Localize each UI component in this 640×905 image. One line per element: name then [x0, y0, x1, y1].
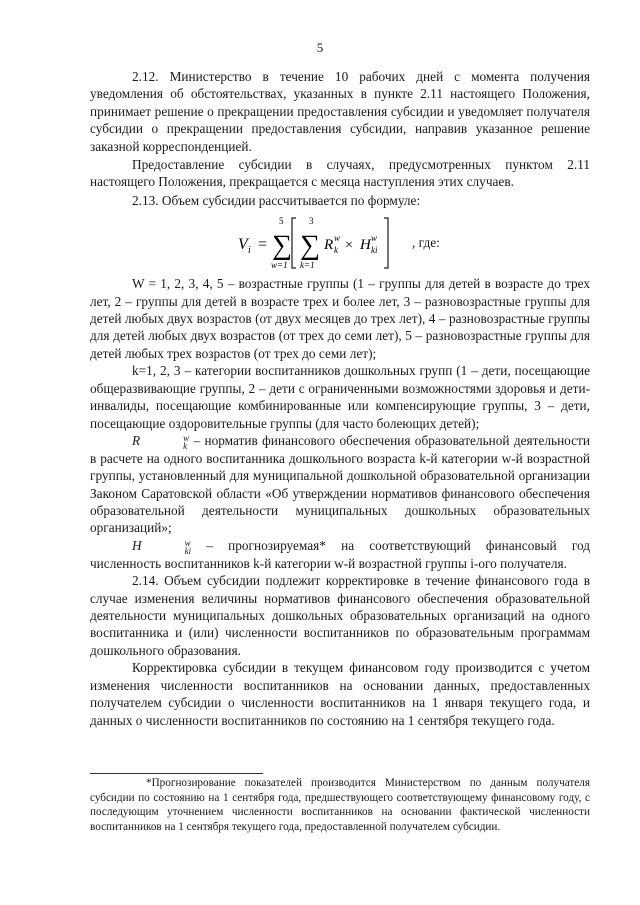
right-bracket	[384, 218, 388, 268]
formula-lhs-sub: i	[248, 245, 251, 257]
formula-equals: =	[258, 236, 268, 254]
formula-term-h-sub: ki	[371, 245, 378, 256]
formula-term-r-sub: k	[334, 245, 338, 256]
symbol-h-indices: w ki	[184, 537, 192, 556]
formula-svg	[238, 212, 410, 274]
symbol-h: H	[132, 537, 142, 553]
paragraph-age-groups: W = 1, 2, 3, 4, 5 – возрастные группы (1 – группы для детей в возрасте до трех лет, 2 – группы для детей в возрасте трех и более лет, 3 – разновозрастные группы для детей любых двух возрастов (от двух месяцев до трех лет), 4 – разновозрастные группы для детей любых двух возрастов (от трех до семи лет), 5 – разновозрастные группы для детей любых трех возрастов (от трех до семи лет);	[90, 276, 590, 361]
formula-where: , где:	[412, 235, 440, 251]
formula-lhs: V	[238, 236, 248, 254]
outer-sum-lower: w=1	[271, 260, 288, 271]
norm-r-text: – норматив финансового обеспечения образовательной деятельности в расчете на одного воспитанника дошкольного возраста k-й категории w-й возрастной группы, установленный для муниципальной дошкольной образовательной организации Законом Саратовской области «Об утверждении нормативов финансового обеспечения образовательной деятельности муниципальных дошкольных образовательных организаций»;	[90, 432, 590, 536]
formula-term-h: H	[360, 237, 371, 254]
paragraph-2-13: 2.13. Объем субсидии рассчитывается по формуле:	[132, 192, 421, 208]
paragraph-subsidy-termination: Предоставление субсидии в случаях, предусмотренных пунктом 2.11 настоящего Положения, прекращается с месяца наступления этих случаев.	[90, 157, 590, 190]
paragraph-categories: k=1, 2, 3 – категории воспитанников дошкольных групп (1 – дети, посещающие общеразвивающие группы, 2 – дети с ограниченными возможностями здоровья и дети-инвалиды, посещающие комбинированные или компенсирующие группы, 3 – дети, посещающие оздоровительные группы (для часто болеющих детей);	[90, 363, 590, 431]
outer-sum-sigma: ∑	[272, 230, 292, 262]
formula-times: ×	[345, 238, 353, 254]
outer-sum-upper: 5	[279, 216, 284, 227]
document-body	[90, 68, 590, 729]
inner-sum-upper: 3	[309, 216, 314, 227]
paragraph-2-12: 2.12. Министерство в течение 10 рабочих дней с момента получения уведомления об обстоятельствах, указанных в пункте 2.11 настоящего Положения, принимает решение о прекращении предоставления субсидии и уведомляет получателя субсидии о прекращении предоставления субсидии, направив указанное решение заказной корреспонденцией.	[90, 69, 590, 154]
symbol-r: R	[132, 432, 141, 448]
left-bracket	[292, 218, 296, 268]
paragraph-norm-r	[90, 432, 590, 537]
footnote-text: *Прогнозирование показателей производится Министерством по данным получателя субсидии по состоянию на 1 сентября года, предшествующего соответствующему финансовому году, с последующим уточнением численности воспитанников на основании фактической численности воспитанников на 1 сентября текущего года, предоставленной получателем субсидии.	[90, 777, 590, 833]
subsidy-formula	[90, 212, 590, 274]
formula-term-r: R	[324, 237, 334, 254]
paragraph-correction: Корректировка субсидии в текущем финансовом году производится с учетом изменения численности воспитанников на основании данных, предоставленных получателем субсидии о численности воспитанников на 1 января текущего года, и данных о численности воспитанников по состоянию на 1 сентября текущего года.	[90, 660, 590, 728]
inner-sum-lower: k=1	[300, 260, 315, 271]
paragraph-forecast-h	[90, 537, 590, 572]
formula-term-r-sup: w	[334, 233, 341, 244]
symbol-r-indices: w k	[183, 432, 190, 451]
page-number: 5	[316, 40, 324, 55]
footnote-divider	[90, 773, 263, 774]
paragraph-2-14: 2.14. Объем субсидии подлежит корректировке в течение финансового года в случае изменения величины нормативов финансового обеспечения образовательной деятельности муниципальных дошкольных образовательных организаций на одного воспитанника и (или) численности воспитанников по образовательным программам дошкольного образования.	[90, 573, 590, 658]
footnote	[90, 776, 590, 834]
forecast-h-text: – прогнозируемая* на соответствующий финансовый год численность воспитанников k-й категории w-й возрастной группы i-ого получателя.	[90, 537, 590, 571]
formula-term-h-sup: w	[371, 233, 378, 244]
inner-sum-sigma: ∑	[300, 230, 320, 262]
